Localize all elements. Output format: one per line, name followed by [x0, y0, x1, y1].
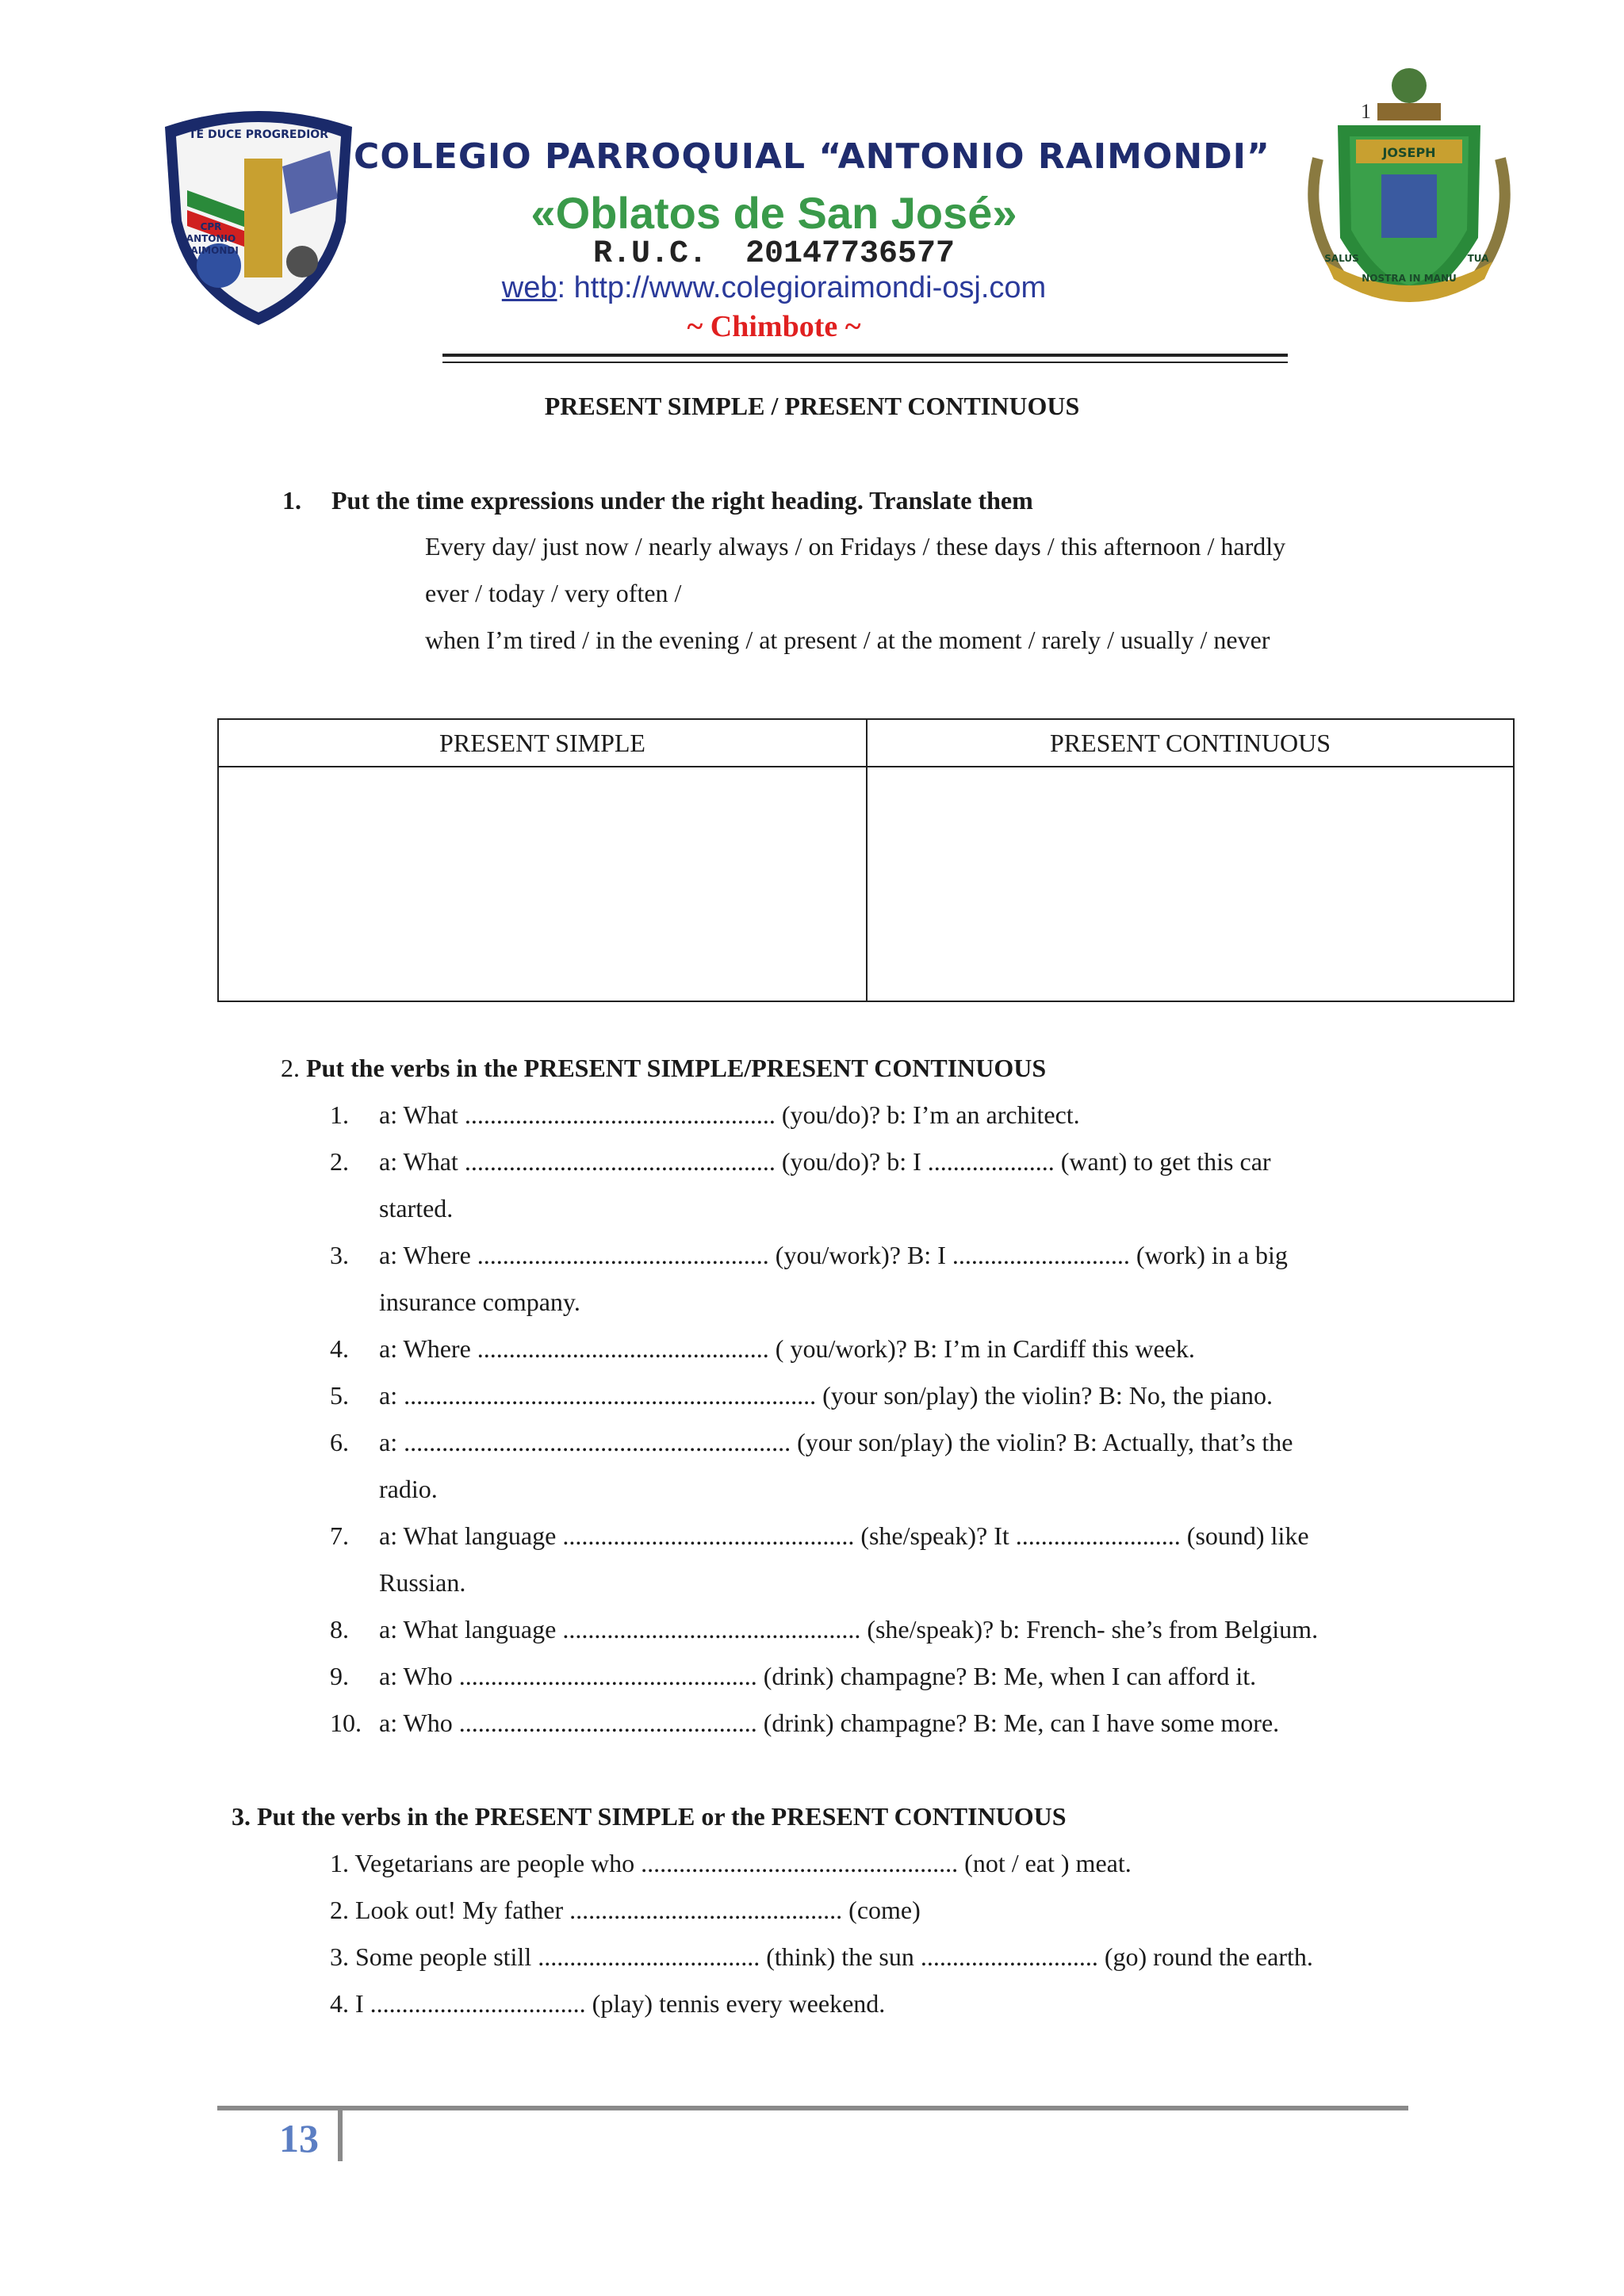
- crest-right-left-word: SALUS: [1324, 253, 1359, 264]
- header-rule-thick: [442, 354, 1288, 357]
- tense-table: [217, 718, 1515, 1002]
- ex2-item-num: 10.: [330, 1709, 362, 1737]
- crest-right-scroll: NOSTRA IN MANU: [1362, 273, 1457, 284]
- crest-right-banner: JOSEPH: [1382, 145, 1436, 160]
- ex1-heading: Put the time expressions under the right heading. Translate them: [331, 486, 1033, 515]
- table-header-present-continuous: PRESENT CONTINUOUS: [1049, 729, 1331, 757]
- ex2-heading: [281, 1053, 1046, 1083]
- ex1-expressions-line-1: Every day/ just now / nearly always / on Fridays / these days / this afternoon / hardly: [425, 532, 1286, 561]
- ex3-item: 4. I .................................. (play) tennis every weekend.: [330, 1989, 886, 2018]
- ex2-item-text: a: What ................................................. (you/do)? b: I .................... (want) to get this car: [379, 1147, 1271, 1176]
- table-header-present-simple: PRESENT SIMPLE: [439, 729, 645, 757]
- city-name: ~ Chimbote ~: [687, 310, 861, 343]
- ex2-item-text: started.: [379, 1194, 454, 1223]
- ex2-item-text: a: Who ............................................... (drink) champagne? B: Me, when I can afford it.: [379, 1662, 1257, 1690]
- ex2-item-text: Russian.: [379, 1568, 466, 1597]
- table-divider-horizontal: [219, 766, 1513, 767]
- ruc-number: R.U.C. 20147736577: [592, 236, 956, 272]
- ex2-item-text: a: Who ............................................... (drink) champagne? B: Me, can I have some more.: [379, 1709, 1280, 1737]
- web-url-link[interactable]: : http://www.colegioraimondi-osj.com: [557, 271, 1047, 304]
- crest-motto: TE DUCE PROGREDIOR: [189, 128, 328, 141]
- ex3-item: 2. Look out! My father ........................................... (come): [330, 1896, 921, 1924]
- ex2-number: 2.: [281, 1054, 300, 1082]
- ex3-item: 1. Vegetarians are people who .................................................. (not / eat ) meat.: [330, 1849, 1132, 1877]
- ex2-item-num: 7.: [330, 1521, 349, 1550]
- ex2-item-num: 1.: [330, 1100, 349, 1129]
- order-name: «Oblatos de San José»: [530, 188, 1017, 238]
- page-number: 13: [279, 2116, 319, 2160]
- web-label: web: [501, 271, 557, 304]
- school-name: COLEGIO PARROQUIAL “ANTONIO RAIMONDI”: [354, 136, 1270, 177]
- school-crest-logo-right: [1294, 63, 1524, 317]
- ex2-item-text: radio.: [379, 1475, 438, 1503]
- ex3-item: 3. Some people still ................................... (think) the sun ............................ (go) round the earth.: [330, 1942, 1313, 1971]
- footer-rule: [217, 2106, 1408, 2110]
- ex2-item-num: 4.: [330, 1334, 349, 1363]
- ex2-item-num: 6.: [330, 1428, 349, 1456]
- ex2-item-text: a: ................................................................. (your son/play) the violin? B: No, the piano.: [379, 1381, 1273, 1410]
- table-cell-present-continuous[interactable]: [869, 769, 1513, 999]
- crest-right-right-word: TUA: [1467, 253, 1489, 264]
- ex2-item-text: a: What language .............................................. (she/speak)? It .......................... (sound) like: [379, 1521, 1309, 1550]
- ex2-heading-text: Put the verbs in the PRESENT SIMPLE/PRESENT CONTINUOUS: [306, 1054, 1047, 1082]
- ex2-item-num: 2.: [330, 1147, 349, 1176]
- table-cell-present-simple[interactable]: [220, 769, 864, 999]
- ex2-item-num: 5.: [330, 1381, 349, 1410]
- ex3-heading: 3. Put the verbs in the PRESENT SIMPLE or the PRESENT CONTINUOUS: [232, 1802, 1067, 1831]
- crest-text-1: CPR: [200, 221, 222, 232]
- ex2-item-text: a: Where .............................................. ( you/work)? B: I’m in Cardiff this week.: [379, 1334, 1195, 1363]
- ex2-item-num: 3.: [330, 1241, 349, 1269]
- ex2-item-text: a: What ................................................. (you/do)? b: I’m an architect.: [379, 1100, 1080, 1129]
- corner-mark: 1: [1361, 100, 1371, 123]
- ex2-item-text: a: ............................................................. (your son/play) the violin? B: Actually, that’s the: [379, 1428, 1293, 1456]
- ex1-expressions-line-3: when I’m tired / in the evening / at present / at the moment / rarely / usually / never: [425, 626, 1270, 654]
- crest-text-3: RAIMONDI: [183, 245, 239, 256]
- ex1-expressions-line-2: ever / today / very often /: [425, 579, 682, 607]
- ex2-item-text: a: What language ............................................... (she/speak)? b: French- she’s from Belgium.: [379, 1615, 1319, 1644]
- ex1-number: 1.: [282, 486, 301, 515]
- header-rule-thin: [442, 362, 1288, 363]
- ex2-item-text: a: Where .............................................. (you/work)? B: I ............................ (work) in a big: [379, 1241, 1288, 1269]
- ex2-item-num: 9.: [330, 1662, 349, 1690]
- worksheet-title: PRESENT SIMPLE / PRESENT CONTINUOUS: [544, 392, 1080, 420]
- ex2-item-text: insurance company.: [379, 1288, 580, 1316]
- footer-vertical-bar: [338, 2109, 343, 2161]
- ex2-item-num: 8.: [330, 1615, 349, 1644]
- crest-text-2: ANTONIO: [186, 233, 236, 244]
